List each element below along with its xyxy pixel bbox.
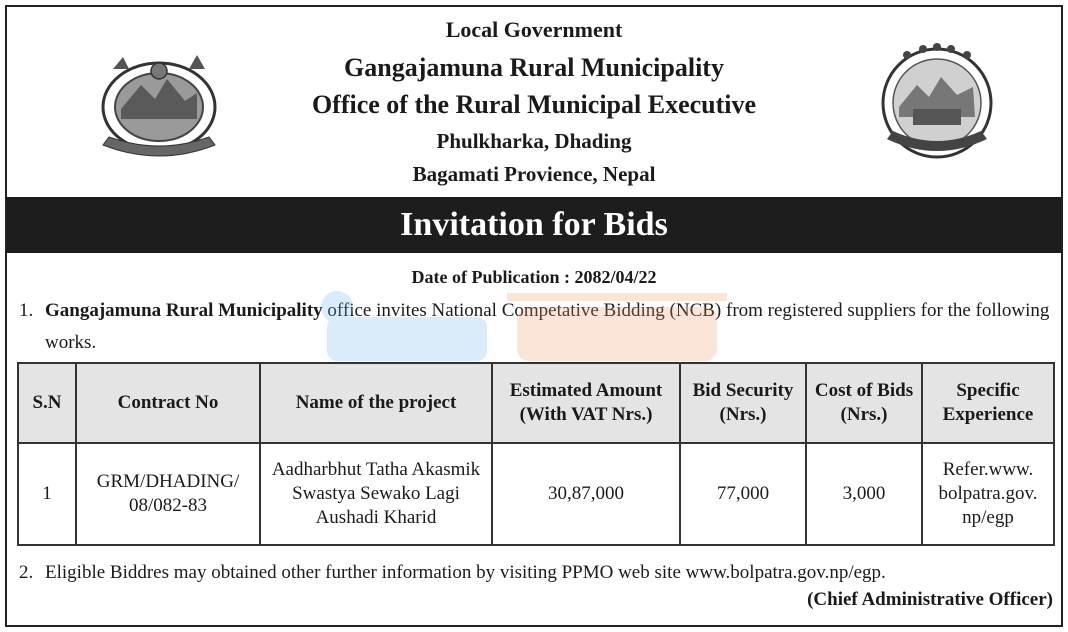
notice-header [7, 7, 1061, 197]
publication-date: Date of Publication : 2082/04/22 [411, 267, 657, 287]
cell-sn: 1 [18, 443, 76, 545]
col-header-sn: S.N [18, 363, 76, 443]
col-header-estimated-amount: Estimated Amount (With VAT Nrs.) [492, 363, 680, 443]
header-municipality-name: Gangajamuna Rural Municipality [344, 53, 724, 82]
bid-table [17, 362, 1055, 546]
paragraph-text: Eligible Biddres may obtained other further information by visiting PPMO web site www.bolpatra.gov.np/egp. [45, 562, 886, 583]
col-header-specific-experience: Specific Experience [922, 363, 1054, 443]
paragraph-number: 1. [19, 300, 34, 321]
paragraph-rest: office invites National Competative Bidding (NCB) from registered suppliers for the following works. [45, 300, 1050, 353]
notice-title-banner: Invitation for Bids [7, 197, 1061, 253]
cell-specific-experience: Refer.www. bolpatra.gov. np/egp [922, 443, 1054, 545]
cell-contract-no: GRM/DHADING/ 08/082-83 [76, 443, 260, 545]
col-header-cost-of-bids: Cost of Bids (Nrs.) [806, 363, 922, 443]
paragraph-number: 2. [19, 562, 34, 583]
paragraph-bold-lead: Gangajamuna Rural Municipality [45, 300, 323, 321]
table-header-row [18, 363, 1054, 443]
col-header-project-name: Name of the project [260, 363, 492, 443]
header-office-name: Office of the Rural Municipal Executive [311, 90, 757, 119]
paragraph-text [45, 295, 1057, 359]
table-row [18, 443, 1054, 545]
col-header-contract-no: Contract No [76, 363, 260, 443]
cell-estimated-amount: 30,87,000 [492, 443, 680, 545]
cell-cost-of-bids: 3,000 [806, 443, 922, 545]
col-header-bid-security: Bid Security (Nrs.) [680, 363, 806, 443]
header-province: Bagamati Provience, Nepal [412, 162, 656, 186]
signature-officer: (Chief Administrative Officer) [807, 589, 1053, 610]
cell-project-name: Aadharbhut Tatha Akasmik Swastya Sewako Lagi Aushadi Kharid [260, 443, 492, 545]
notice-frame [5, 5, 1063, 627]
cell-bid-security: 77,000 [680, 443, 806, 545]
header-local-government: Local Government [445, 17, 623, 42]
header-location: Phulkharka, Dhading [436, 129, 632, 153]
